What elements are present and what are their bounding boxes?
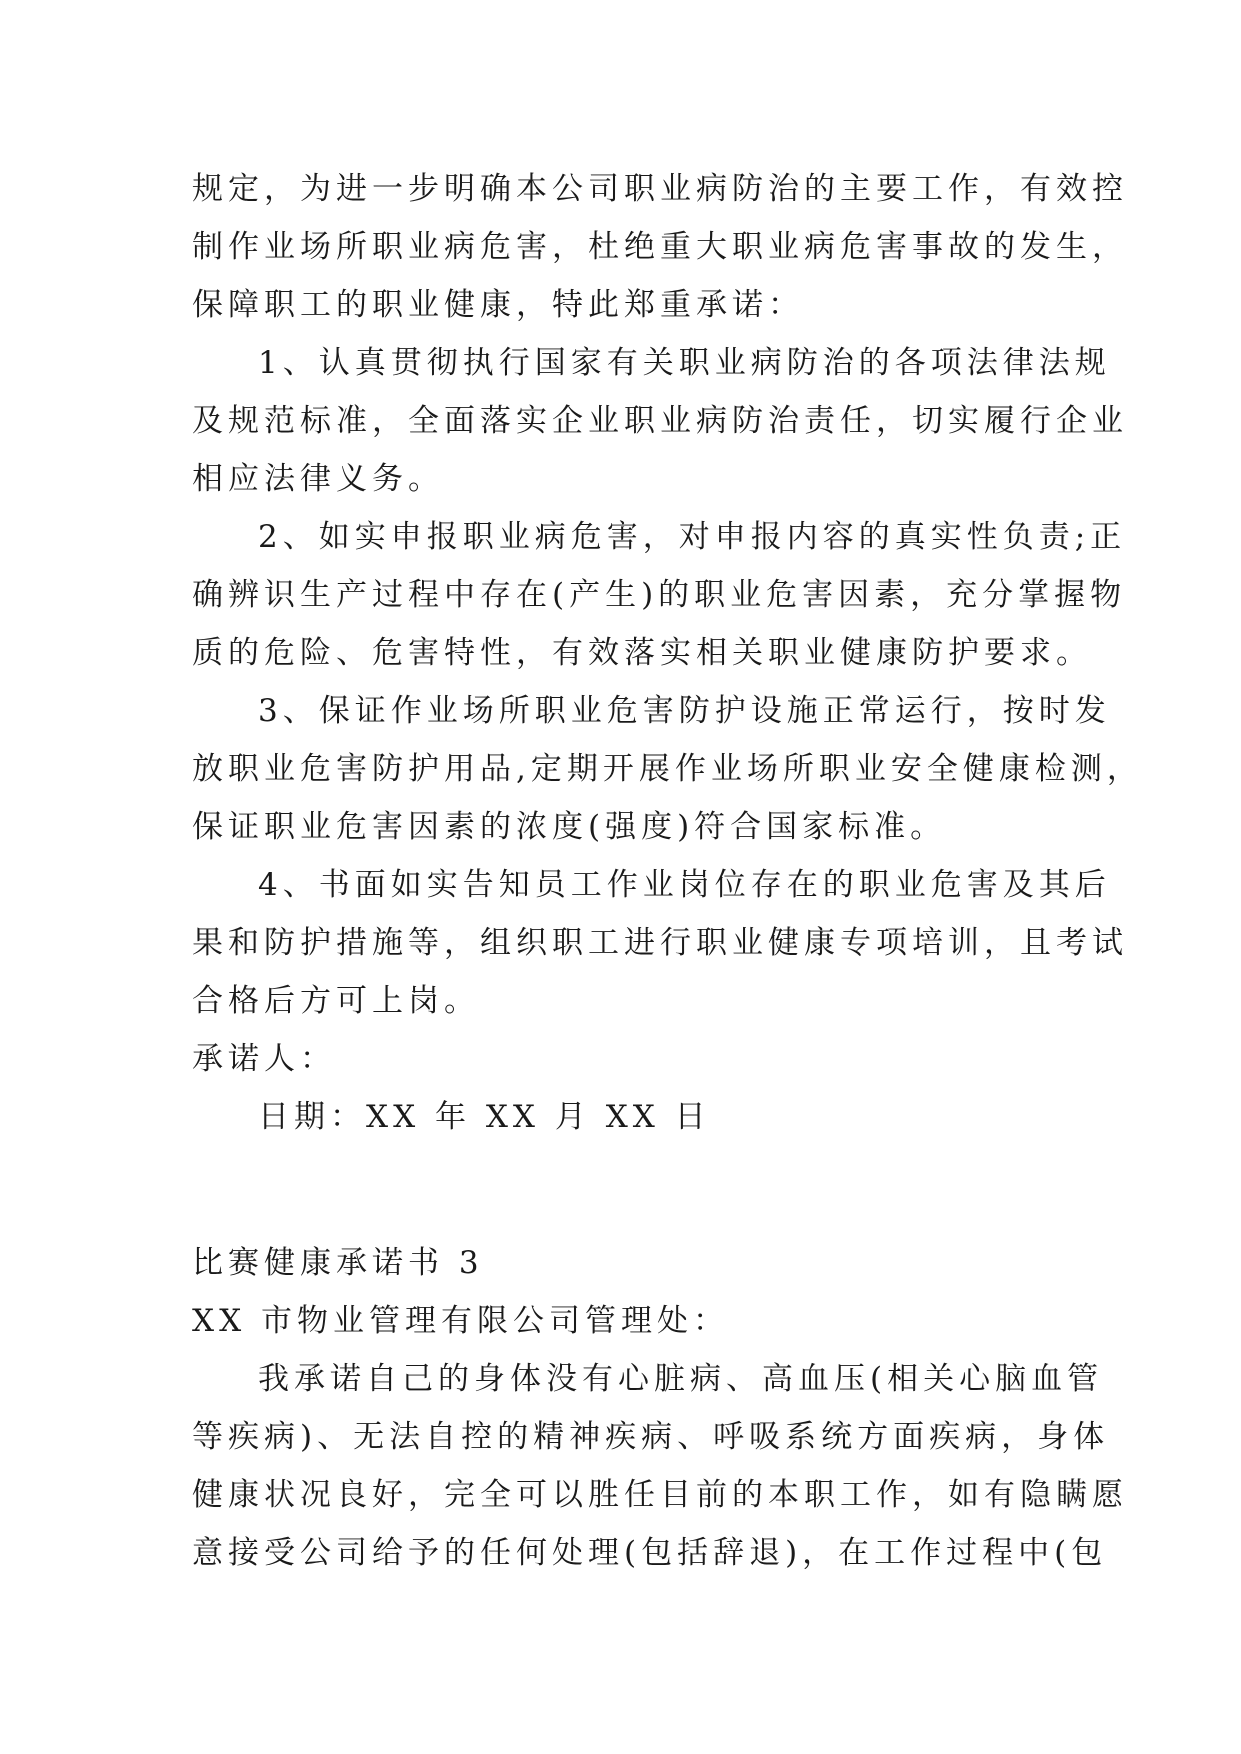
item-1-line-2: 及规范标准，全面落实企业职业病防治责任，切实履行企业 bbox=[192, 403, 1128, 439]
section-3-line-2: 等疾病)、无法自控的精神疾病、呼吸系统方面疾病，身体 bbox=[192, 1419, 1110, 1455]
section-spacer bbox=[192, 1146, 1072, 1234]
item-2-line-3: 质的危险、危害特性，有效落实相关职业健康防护要求。 bbox=[192, 635, 1092, 671]
section-3-addressee: XX 市物业管理有限公司管理处： bbox=[192, 1303, 729, 1339]
commitment-item-4 bbox=[192, 856, 1128, 1030]
document-page bbox=[192, 160, 1143, 1582]
promisor-label: 承诺人： bbox=[192, 1041, 336, 1077]
item-3-line-1: 3、保证作业场所职业危害防护设施正常运行，按时发 bbox=[258, 693, 1111, 729]
date-line: 日期：XX 年 XX 月 XX 日 bbox=[258, 1099, 711, 1135]
item-1-line-3: 相应法律义务。 bbox=[192, 461, 444, 497]
item-4-line-3: 合格后方可上岗。 bbox=[192, 983, 480, 1019]
section-3-line-3: 健康状况良好，完全可以胜任目前的本职工作，如有隐瞒愿 bbox=[192, 1477, 1128, 1513]
item-2-line-2: 确辨识生产过程中存在(产生)的职业危害因素，充分掌握物 bbox=[192, 577, 1127, 613]
section-3-line-1: 我承诺自己的身体没有心脏病、高血压(相关心脑血管 bbox=[258, 1361, 1104, 1397]
item-3-line-2: 放职业危害防护用品,定期开展作业场所职业安全健康检测， bbox=[192, 751, 1143, 787]
commitment-item-3 bbox=[192, 682, 1143, 856]
section-3-line-4: 意接受公司给予的任何处理(包括辞退)，在工作过程中(包 bbox=[192, 1535, 1108, 1571]
intro-paragraph bbox=[192, 160, 1128, 334]
item-2-line-1: 2、如实申报职业病危害，对申报内容的真实性负责;正 bbox=[258, 519, 1127, 555]
section-3-title: 比赛健康承诺书 3 bbox=[192, 1245, 484, 1281]
item-4-line-1: 4、书面如实告知员工作业岗位存在的职业危害及其后 bbox=[258, 867, 1111, 903]
commitment-item-1 bbox=[192, 334, 1128, 508]
intro-line-1: 规定，为进一步明确本公司职业病防治的主要工作，有效控 bbox=[192, 171, 1128, 207]
section-3-body bbox=[192, 1350, 1128, 1582]
intro-line-2: 制作业场所职业病危害，杜绝重大职业病危害事故的发生， bbox=[192, 229, 1128, 265]
item-4-line-2: 果和防护措施等，组织职工进行职业健康专项培训，且考试 bbox=[192, 925, 1128, 961]
item-1-line-1: 1、认真贯彻执行国家有关职业病防治的各项法律法规 bbox=[258, 345, 1111, 381]
intro-line-3: 保障职工的职业健康，特此郑重承诺： bbox=[192, 287, 804, 323]
commitment-item-2 bbox=[192, 508, 1127, 682]
item-3-line-3: 保证职业危害因素的浓度(强度)符合国家标准。 bbox=[192, 809, 947, 845]
